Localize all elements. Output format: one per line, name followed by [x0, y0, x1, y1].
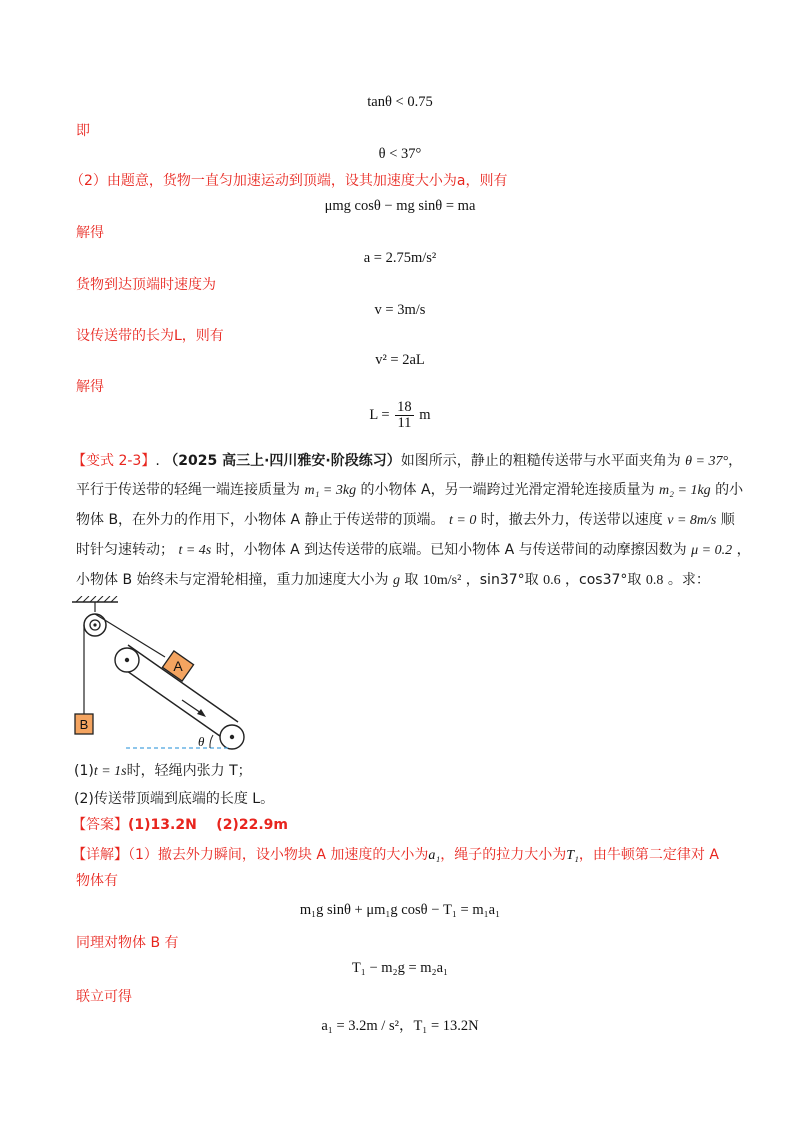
problem-line2-c: 的小 — [715, 482, 744, 498]
jiede-label-1: 解得 — [76, 225, 104, 241]
equation-v2: v² = 2aL — [375, 352, 425, 368]
equation-a: a = 2.75m/s² — [363, 250, 437, 266]
problem-line1-end: ， — [728, 453, 743, 469]
problem-line-2 — [76, 481, 743, 500]
block-A — [162, 651, 193, 681]
equation-L-lhs: L = — [369, 406, 390, 423]
jiede-label-2: 解得 — [76, 379, 104, 395]
equation-L — [0, 400, 800, 431]
friction-coefficient: μ = 0.2 — [691, 543, 733, 558]
problem-line2-b: 的小物体 A，另一端跨过光滑定滑轮连接质量为 — [360, 482, 655, 498]
answer-line — [72, 816, 288, 834]
time-t0: t = 0 — [448, 513, 477, 528]
answer-tag: 【答案】 — [72, 817, 128, 833]
detail-line1-c: ，由牛顿第二定律对 A — [578, 847, 719, 863]
time-t4: t = 4s — [178, 543, 212, 558]
detail-tag: 【详解】 — [72, 847, 128, 863]
part2-intro: （2）由题意，货物一直匀加速运动到顶端，设其加速度大小为a，则有 — [70, 173, 508, 189]
problem-line5-d: ，cos37°取 — [565, 572, 642, 588]
problem-line4-a: 时针匀速转动； — [76, 542, 174, 558]
problem-line3-c: 顺 — [720, 512, 735, 528]
equation-theta: θ < 37° — [378, 146, 422, 162]
problem-dot: . — [155, 453, 160, 469]
problem-tag: 【变式 2-3】 — [72, 453, 156, 469]
question-2: (2)传送带顶端到底端的长度 L。 — [74, 791, 275, 807]
detail-B-intro: 同理对物体 B 有 — [76, 935, 179, 951]
equation-v: v = 3m/s — [374, 302, 426, 318]
answer-text: (1)13.2N (2)22.9m — [128, 817, 288, 833]
problem-line-4 — [76, 541, 751, 560]
detail-line-2: 物体有 — [76, 873, 118, 889]
angle-theta-label: θ — [198, 734, 205, 749]
detail-a1: a₁ — [428, 848, 441, 863]
problem-line4-b: 时，小物体 A 到达传送带的底端。已知小物体 A 与传送带间的动摩擦因数为 — [215, 542, 687, 558]
problem-line3-a: 物体 B，在外力的作用下，小物体 A 静止于传送带的顶端。 — [76, 512, 445, 528]
angle-arc — [210, 735, 213, 748]
fraction-numerator: 18 — [397, 399, 412, 415]
problem-line2-a: 平行于传送带的轻绳一端连接质量为 — [76, 482, 300, 498]
lianli-label: 联立可得 — [76, 989, 132, 1005]
question-1-number: (1) — [74, 763, 94, 779]
block-B-label: B — [79, 717, 89, 732]
problem-line5-e: 。求： — [667, 572, 710, 588]
gravity-value: 10m/s² — [422, 573, 462, 588]
mass-m1: m₁ = 3kg — [304, 483, 357, 498]
problem-line5-b: 取 — [404, 572, 419, 588]
question-1-text: 时，轻绳内张力 T； — [126, 763, 252, 779]
problem-line1-text: 如图所示，静止的粗糙传送带与水平面夹角为 — [400, 453, 681, 469]
problem-line-1 — [72, 452, 742, 471]
ji-label: 即 — [76, 123, 90, 139]
equation-tan: tanθ < 0.75 — [367, 94, 433, 110]
length-intro: 设传送带的长为L，则有 — [76, 328, 224, 344]
ceiling-hatch — [76, 596, 117, 602]
detail-line-1 — [72, 846, 719, 865]
detail-T1: T₁ — [566, 848, 579, 863]
conveyor-belt-figure — [70, 596, 260, 756]
fraction-denominator: 11 — [397, 415, 412, 431]
problem-line5-a: 小物体 B 始终未与定滑轮相撞，重力加速度大小为 — [76, 572, 389, 588]
velocity-intro: 货物到达顶端时速度为 — [76, 277, 216, 293]
gravity-symbol: g — [392, 573, 400, 588]
problem-source: （2025 高三上·四川雅安·阶段练习） — [164, 453, 401, 469]
question-1-time: t = 1s — [93, 764, 127, 779]
detail-line1-b: ，绳子的拉力大小为 — [440, 847, 567, 863]
problem-line3-b: 时，撤去外力，传送带以速度 — [480, 512, 663, 528]
block-A-label: A — [173, 658, 183, 674]
mass-m2: m₂ = 1kg — [659, 483, 711, 498]
sin-value: 0.6 — [543, 573, 561, 588]
equation-newton: μmg cosθ − mg sinθ = ma — [324, 198, 476, 214]
equation-B: T₁ − m₂g = m₂a₁ — [351, 960, 449, 976]
problem-line5-c: ，sin37°取 — [465, 572, 539, 588]
problem-line-3 — [76, 511, 735, 530]
fraction-18-11 — [395, 400, 414, 431]
equation-L-unit: m — [419, 406, 431, 423]
problem-line-5 — [76, 571, 710, 590]
detail-line1-a: （1）撤去外力瞬间，设小物块 A 加速度的大小为 — [128, 847, 429, 863]
problem-line4-c: ， — [736, 542, 751, 558]
problem-angle: θ = 37° — [685, 454, 729, 469]
cos-value: 0.8 — [645, 573, 664, 588]
belt-speed: v = 8m/s — [667, 513, 717, 528]
equation-result: a₁ = 3.2m / s²，T₁ = 13.2N — [321, 1018, 479, 1034]
equation-A: m₁g sinθ + μm₁g cosθ − T₁ = m₁a₁ — [299, 902, 501, 918]
question-1 — [74, 762, 252, 781]
